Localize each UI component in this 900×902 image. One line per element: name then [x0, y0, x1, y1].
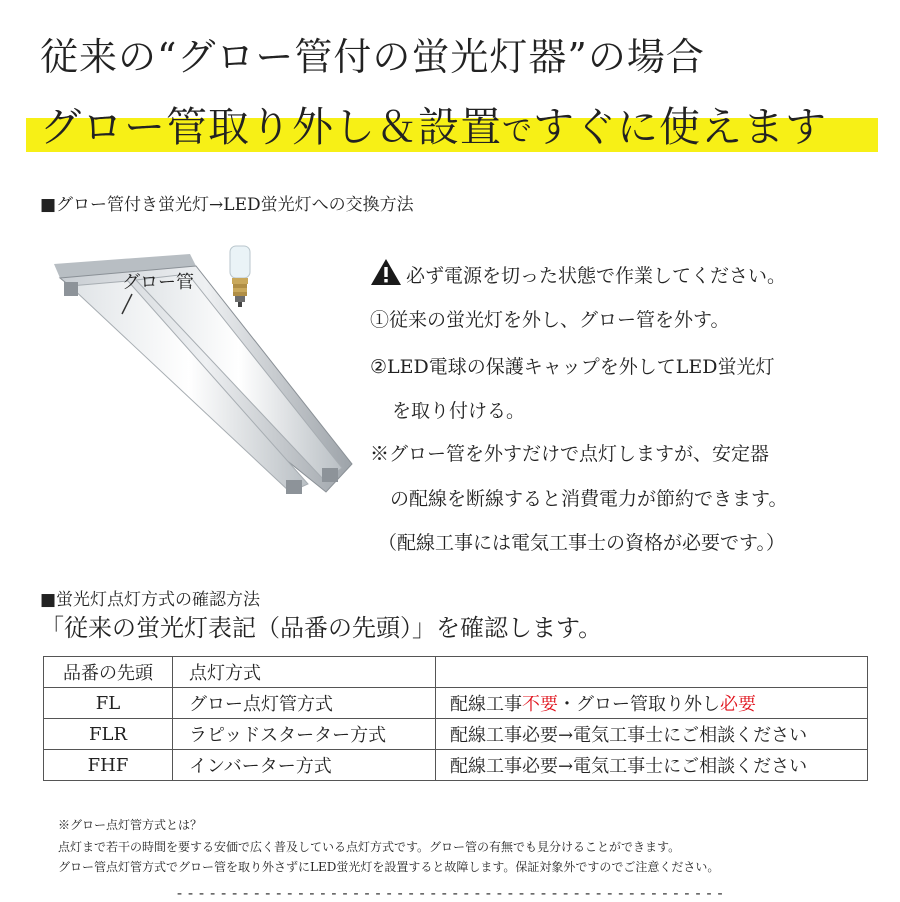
- check-subtitle: 「従来の蛍光灯表記（品番の先頭）」を確認します。: [40, 614, 603, 642]
- divider-dashes: --------------------------------------------------: [175, 884, 727, 902]
- row-method: ラピッドスターター方式: [173, 719, 436, 750]
- step-1: ①従来の蛍光灯を外し、グロー管を外す。: [370, 309, 730, 331]
- row-prefix: FLR: [44, 719, 173, 750]
- note-line-2: の配線を断線すると消費電力が節約できます。: [390, 488, 788, 510]
- table-row: [44, 719, 868, 750]
- subtitle-main: グロー管取り外し＆設置: [40, 103, 502, 151]
- replace-heading: ■グロー管付き蛍光灯→LED蛍光灯への交換方法: [40, 195, 414, 215]
- footnote-title: ※グロー点灯管方式とは？: [58, 818, 203, 832]
- subtitle-small: で: [502, 114, 533, 149]
- check-heading: ■蛍光灯点灯方式の確認方法: [40, 590, 261, 610]
- row-prefix: FHF: [44, 750, 173, 781]
- row-prefix: FL: [44, 688, 173, 719]
- footnote-line: グロー管点灯管方式でグロー管を取り外さずにLED蛍光灯を設置すると故障します。保証対象外ですのでご注意ください。: [58, 860, 720, 874]
- footnote-line: 点灯まで若干の時間を要する安価で広く普及している点灯方式です。グロー管の有無でも見分けることができます。: [58, 840, 681, 854]
- note-part: ・グロー管取り外し: [558, 694, 720, 715]
- header-note: [436, 657, 868, 688]
- row-method: グロー点灯管方式: [173, 688, 436, 719]
- warning-text: 必ず電源を切った状態で作業してください。: [406, 265, 787, 287]
- row-note: 配線工事必要→電気工事士にご相談ください: [436, 719, 868, 750]
- row-note: 配線工事必要→電気工事士にご相談ください: [436, 750, 868, 781]
- header-method: 点灯方式: [173, 657, 436, 688]
- page-title: 従来の“グロー管付の蛍光灯器”の場合: [40, 35, 705, 79]
- glow-tube-label: グロー管: [122, 272, 194, 293]
- table-row: [44, 688, 868, 719]
- note-emphasis: 必要: [720, 694, 756, 715]
- table-header-row: [44, 657, 868, 688]
- lighting-method-table: [43, 656, 868, 781]
- note-line-1: ※グロー管を外すだけで点灯しますが、安定器: [370, 443, 770, 465]
- note-emphasis: 不要: [522, 694, 558, 715]
- warning-triangle-icon: [370, 258, 402, 286]
- page-subtitle: [40, 94, 827, 153]
- row-note: [436, 688, 868, 719]
- row-method: インバーター方式: [173, 750, 436, 781]
- fluorescent-fixture-image: [40, 236, 360, 506]
- subtitle-end: すぐに使えます: [533, 103, 827, 151]
- glow-starter-image: [222, 244, 258, 310]
- step-2: ②LED電球の保護キャップを外してLED蛍光灯: [370, 356, 775, 378]
- note-line-3: （配線工事には電気工事士の資格が必要です。）: [378, 532, 785, 554]
- note-part: 配線工事: [450, 694, 522, 715]
- step-2-cont: を取り付ける。: [392, 400, 526, 422]
- table-row: [44, 750, 868, 781]
- warning-line: [370, 258, 786, 288]
- header-prefix: 品番の先頭: [44, 657, 173, 688]
